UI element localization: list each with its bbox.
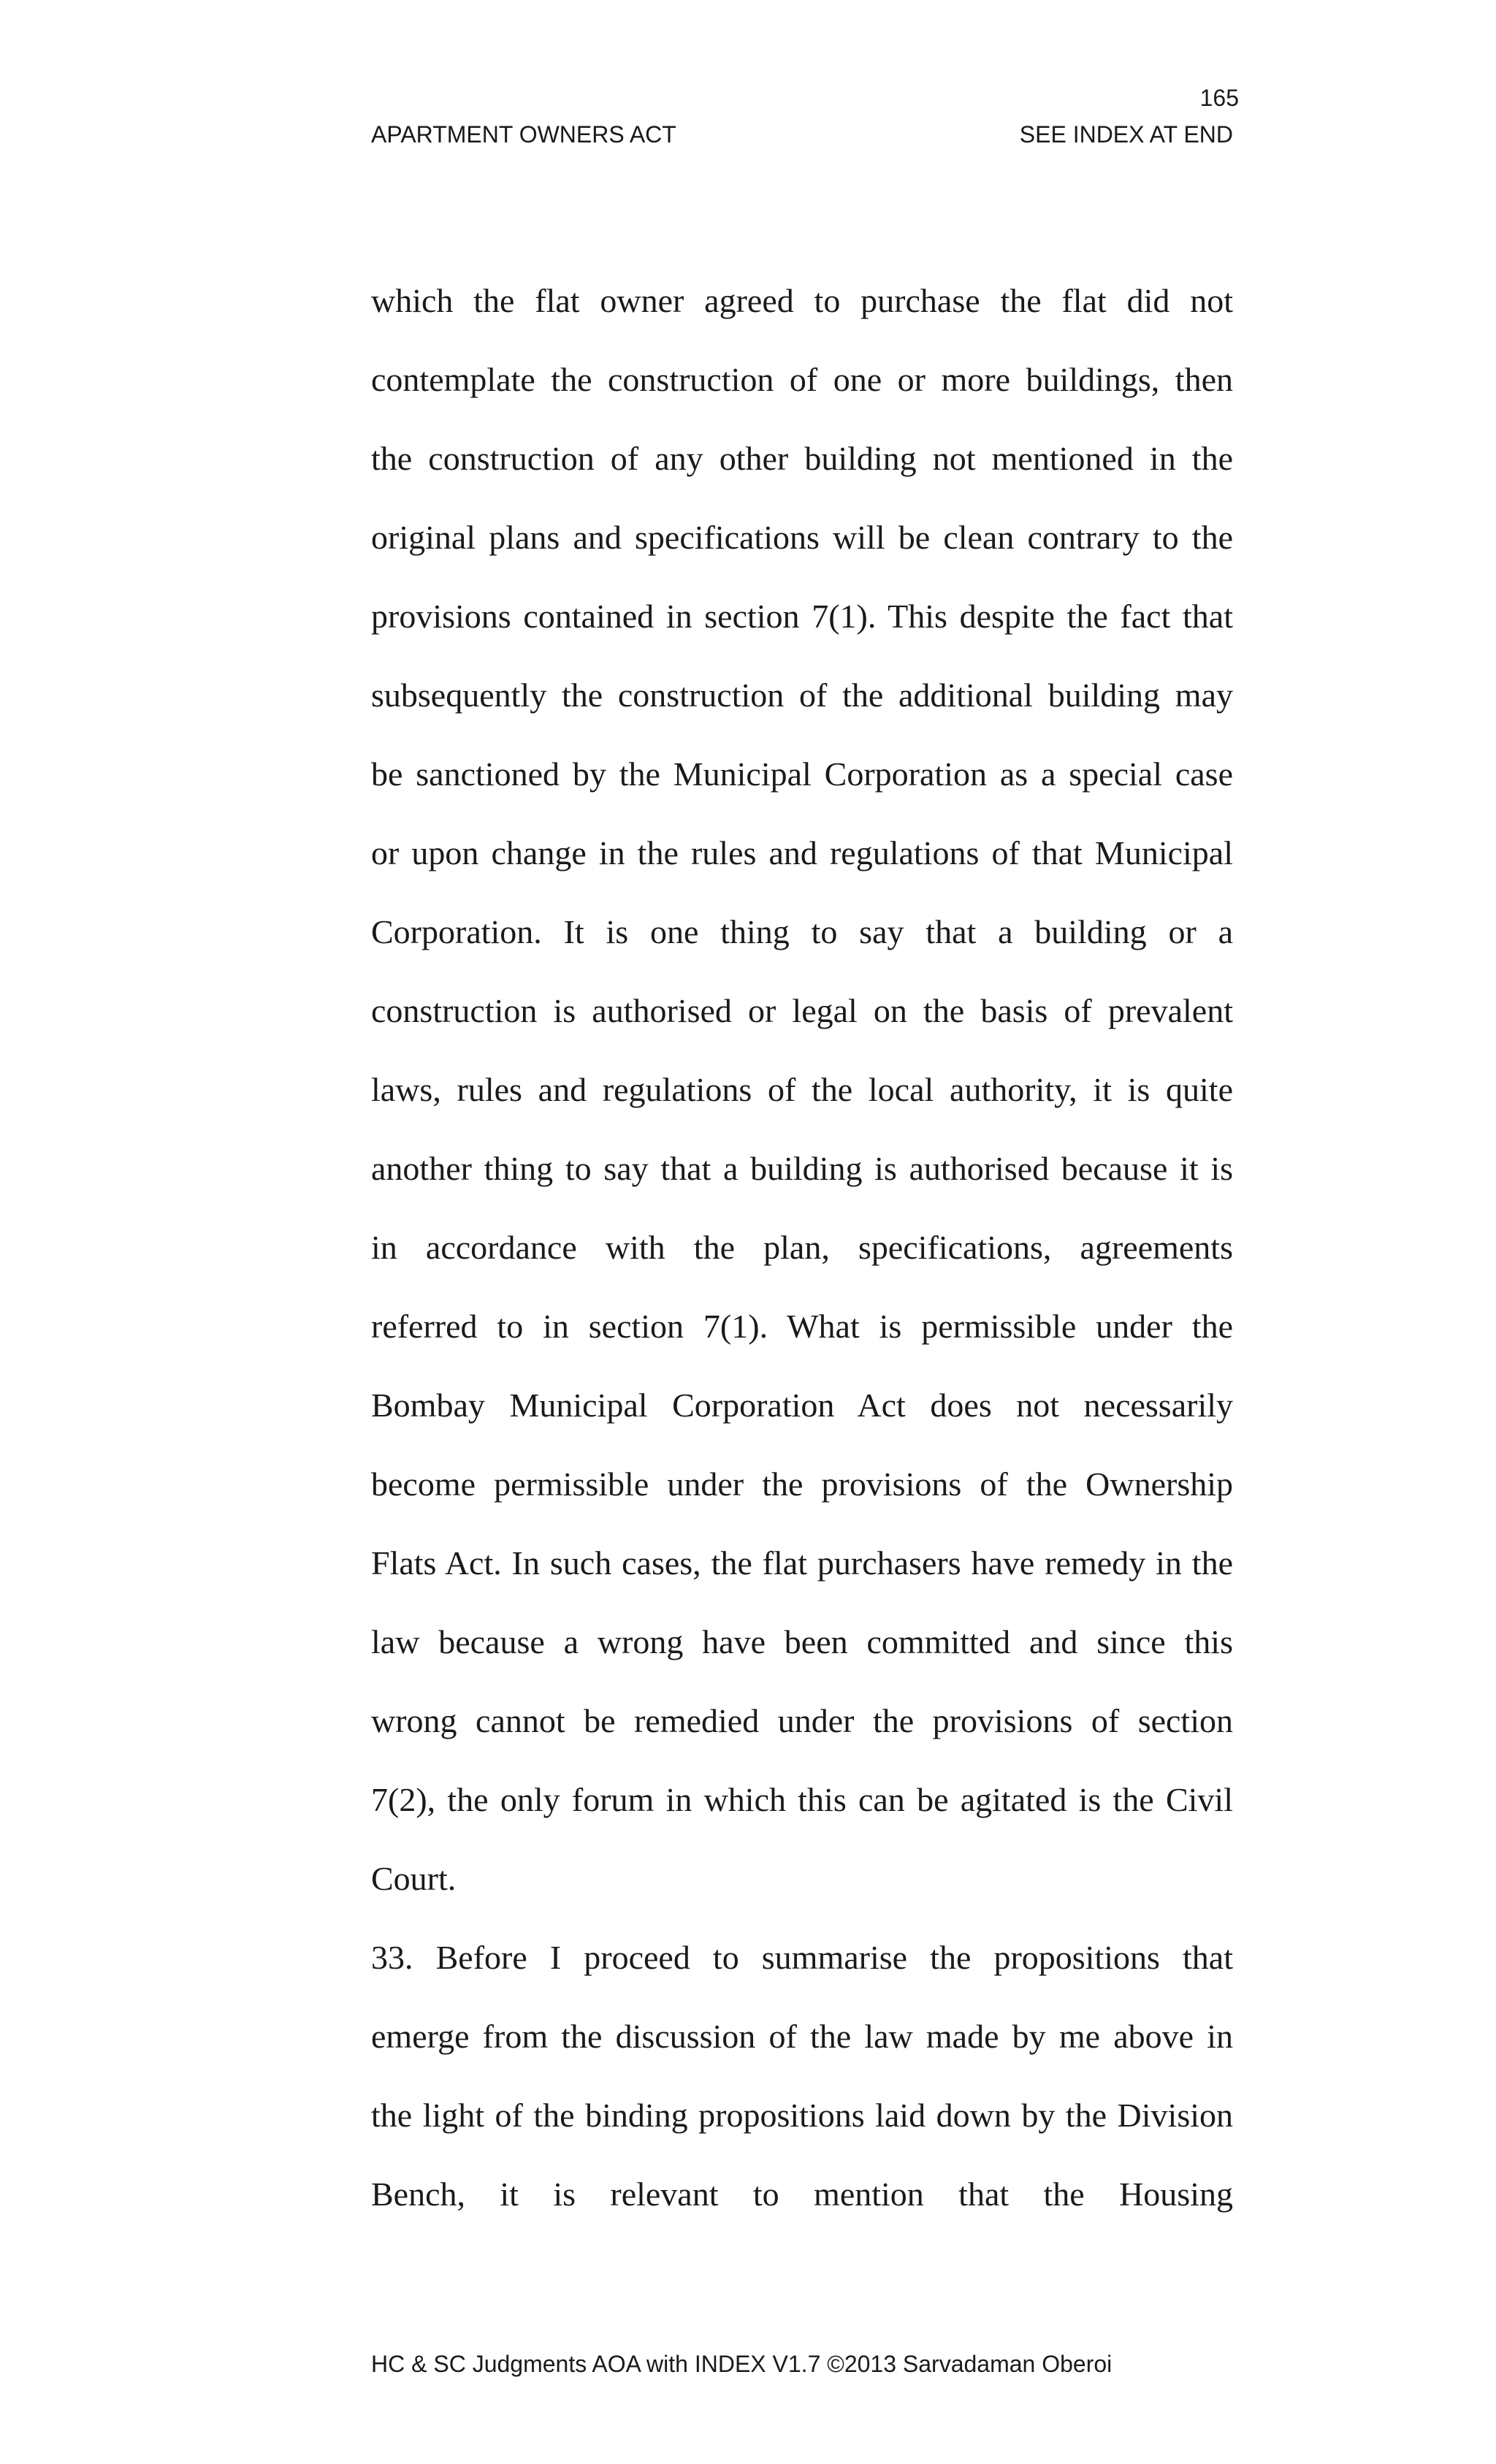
text-line: become permissible under the provisions of the Ownership: [371, 1465, 1233, 1503]
text-line: referred to in section 7(1). What is permissible under the: [371, 1308, 1233, 1345]
header-left-title: APARTMENT OWNERS ACT: [371, 121, 676, 148]
running-header: [371, 123, 1233, 146]
text-line: which the flat owner agreed to purchase the flat did not: [371, 282, 1233, 319]
text-line: construction is authorised or legal on the basis of prevalent: [371, 992, 1233, 1029]
text-line: wrong cannot be remedied under the provisions of section: [371, 1702, 1233, 1739]
text-line: original plans and specifications will be clean contrary to the: [371, 519, 1233, 556]
text-line: provisions contained in section 7(1). This despite the fact that: [371, 598, 1233, 635]
text-line: or upon change in the rules and regulations of that Municipal: [371, 834, 1233, 871]
text-line: emerge from the discussion of the law made by me above in: [371, 2018, 1233, 2055]
text-line: laws, rules and regulations of the local authority, it is quite: [371, 1071, 1233, 1108]
header-right-note: SEE INDEX AT END: [1019, 121, 1233, 148]
text-line: subsequently the construction of the additional building may: [371, 676, 1233, 714]
footer-credit: HC & SC Judgments AOA with INDEX V1.7 ©2013 Sarvadaman Oberoi: [371, 2351, 1113, 2377]
text-line: Bombay Municipal Corporation Act does not necessarily: [371, 1387, 1233, 1424]
text-line: the construction of any other building not mentioned in the: [371, 440, 1233, 477]
text-line: the light of the binding propositions laid down by the Division: [371, 2097, 1233, 2134]
text-line: contemplate the construction of one or more buildings, then: [371, 361, 1233, 398]
text-line: another thing to say that a building is authorised because it is: [371, 1150, 1233, 1187]
body-text: [371, 262, 1233, 2234]
text-line: 7(2), the only forum in which this can be agitated is the Civil: [371, 1781, 1233, 1818]
text-line: Court.: [371, 1860, 457, 1897]
text-line: Bench, it is relevant to mention that the Housing: [371, 2175, 1233, 2213]
text-line: 33. Before I proceed to summarise the propositions that: [371, 1939, 1233, 1976]
text-line: be sanctioned by the Municipal Corporation as a special case: [371, 755, 1233, 793]
text-line: in accordance with the plan, specifications, agreements: [371, 1229, 1233, 1266]
text-line: law because a wrong have been committed and since this: [371, 1623, 1233, 1660]
page-number: 165: [1199, 85, 1239, 111]
text-line: Flats Act. In such cases, the flat purchasers have remedy in the: [371, 1544, 1233, 1582]
text-line: Corporation. It is one thing to say that a building or a: [371, 913, 1233, 950]
